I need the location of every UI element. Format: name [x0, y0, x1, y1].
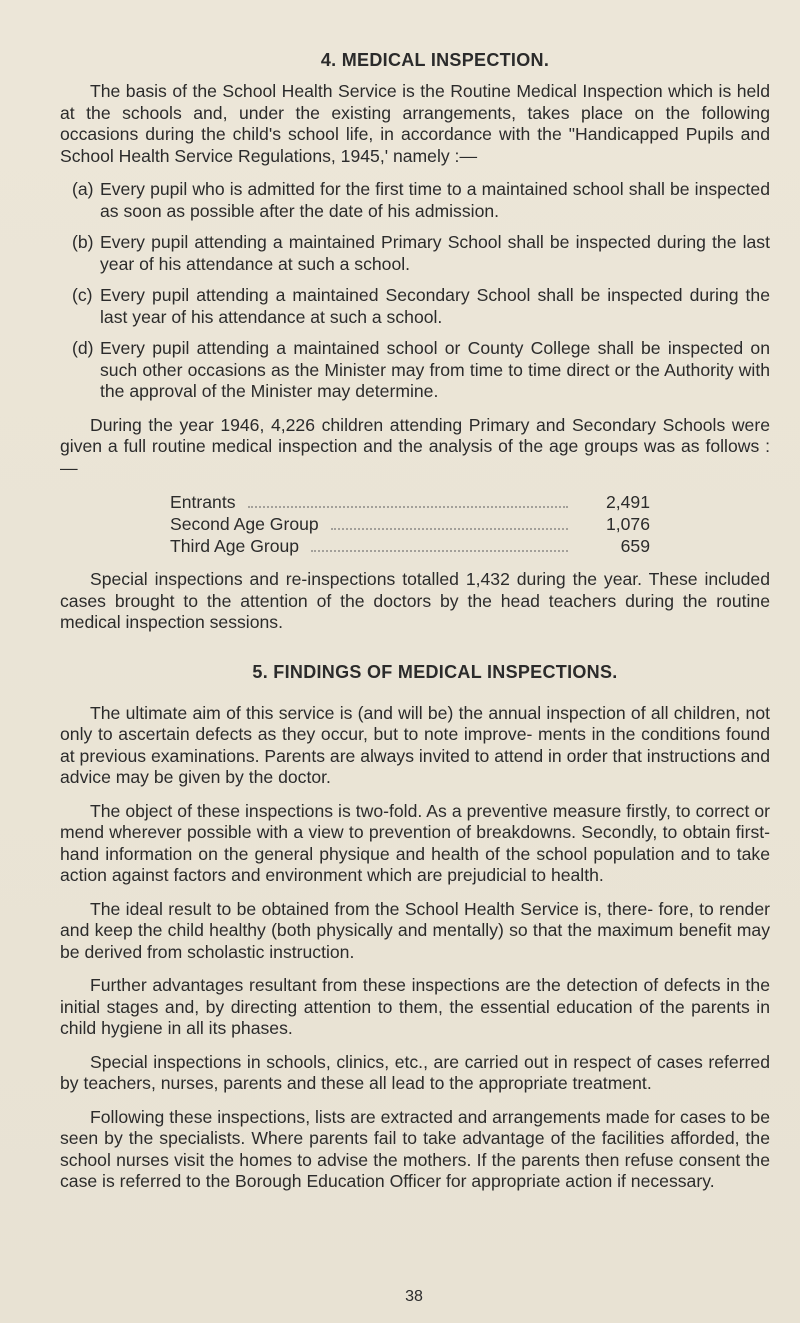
- findings-paragraph: The ultimate aim of this service is (and will be) the annual inspection of all children, not only to ascertain defects as they occur, but to note improve- ments in the conditions found at previous examinations. Parents are always invited to attend in order that instructions and advice may be given by the doctor.: [60, 702, 771, 787]
- special-inspections-paragraph: Special inspections and re-inspections totalled 1,432 during the year. These included cases brought to the attention of the doctors by the head teachers during the routine medical inspection sessions.: [60, 569, 770, 632]
- age-group-count: 2,491: [605, 492, 650, 512]
- section-4-intro: The basis of the School Health Service is the Routine Medical Inspection which is held at the schools and, under the existing arrangements, takes place on the following occasions during the child's school life, in accordance with the "Handicapped Pupils and School Health Service Regulations, 1945,' namely :—: [60, 81, 770, 166]
- section-5-heading: 5. FINDINGS OF MEDICAL INSPECTIONS.: [252, 661, 618, 682]
- leader-dots: [331, 528, 568, 530]
- table-row: [170, 513, 650, 535]
- list-marker: (a): [72, 179, 94, 199]
- list-item-text: Every pupil attending a maintained school or County College shall be inspected on such other occasions as the Minister may from time to time direct or the Authority with the approval of the Minister may determine.: [100, 338, 770, 401]
- page-content: [60, 50, 770, 1205]
- age-group-table: [170, 491, 650, 557]
- age-group-count: 659: [620, 536, 650, 556]
- findings-paragraph: The ideal result to be obtained from the School Health Service is, there- fore, to render and keep the child healthy (both physically and mentally) so that the maximum benefit may be derived from scholastic instruction.: [60, 898, 770, 962]
- findings-paragraph: The object of these inspections is two-fold. As a preventive measure firstly, to correct or mend wherever possible with a view to prevention of breakdowns. Secondly, to obtain first-hand information on the general physique and health of the school population and to take action against factors and environment which are prejudicial to health.: [60, 800, 770, 885]
- findings-paragraph: Further advantages resultant from these inspections are the detection of defects in the initial stages and, by directing attention to them, the essential education of the parents in child hygiene in all its phases.: [60, 975, 770, 1038]
- list-item-text: Every pupil attending a maintained Primary School shall be inspected during the last year of his attendance at such a school.: [100, 232, 770, 274]
- age-group-label: Entrants: [170, 492, 236, 512]
- age-group-label: Third Age Group: [170, 536, 300, 556]
- list-item: [60, 338, 770, 403]
- list-item: [60, 232, 770, 275]
- findings-paragraph: Special inspections in schools, clinics, etc., are carried out in respect of cases referred by teachers, nurses, parents and these all lead to the appropriate treatment.: [60, 1051, 770, 1093]
- page-number: 38: [405, 1288, 423, 1305]
- findings-paragraph: Following these inspections, lists are extracted and arrangements made for cases to be seen by the specialists. Where parents fail to take advantage of the facilities afforded, the school nurses visit the homes to advise the mothers. If the parents then refuse consent the case is referred to the Borough Education Officer for appropriate action if necessary.: [60, 1106, 770, 1191]
- year-summary-paragraph: During the year 1946, 4,226 children attending Primary and Secondary Schools were given a full routine medical inspection and the analysis of the age groups was as follows :—: [60, 414, 770, 478]
- section-4-heading: 4. MEDICAL INSPECTION.: [320, 50, 550, 70]
- table-row: [170, 535, 650, 557]
- list-item-text: Every pupil who is admitted for the first time to a maintained school shall be inspected as soon as possible after the date of his admission.: [100, 179, 770, 221]
- list-marker: (b): [72, 232, 94, 252]
- list-item-text: Every pupil attending a maintained Secondary School shall be inspected during the last year of his attendance at such a school.: [100, 285, 770, 327]
- inspection-occasions-list: [60, 179, 770, 403]
- table-row: [170, 491, 650, 513]
- list-marker: (c): [72, 285, 93, 305]
- list-item: [60, 179, 770, 222]
- age-group-count: 1,076: [605, 514, 650, 534]
- leader-dots: [248, 506, 568, 508]
- list-item: [60, 285, 770, 328]
- leader-dots: [311, 550, 568, 552]
- age-group-label: Second Age Group: [170, 514, 319, 534]
- list-marker: (d): [72, 338, 94, 358]
